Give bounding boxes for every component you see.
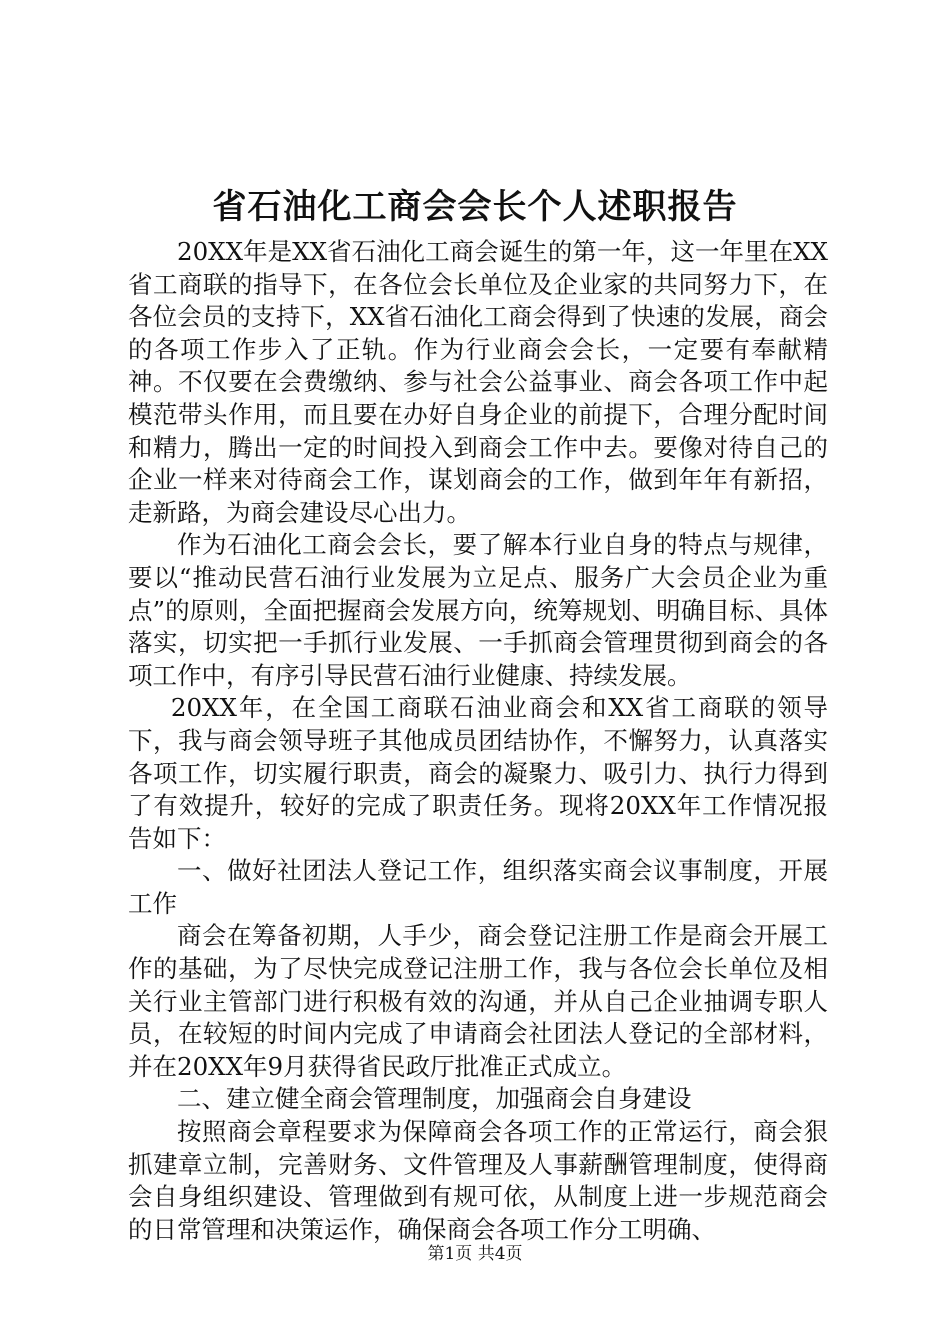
paragraph-role: 作为石油化工商会会长，要了解本行业自身的特点与规律，要以“推动民营石油行业发展为立足点、服务广大会员企业为重点”的原则，全面把握商会发展方向，统筹规划、明确目标、具体落实，切实把一手抓行业发展、一手抓商会管理贯彻到商会的各项工作中，有序引导民营石油行业健康、持续发展。 (128, 530, 828, 690)
paragraph-management: 按照商会章程要求为保障商会各项工作的正常运行，商会狠抓建章立制，完善财务、文件管理及人事薪酬管理制度，使得商会自身组织建设、管理做到有规可依，从制度上进一步规范商会的日常管理和决策运作，确保商会各项工作分工明确、 (128, 1117, 828, 1244)
section-heading-2: 二、建立健全商会管理制度，加强商会自身建设 (177, 1084, 692, 1114)
document-body (128, 236, 828, 1246)
page-footer: 第1页 共4页 (427, 1244, 523, 1264)
paragraph-summary: 20XX年，在全国工商联石油业商会和XX省工商联的领导下，我与商会领导班子其他成员团结协作，不懈努力，认真落实各项工作，切实履行职责，商会的凝聚力、吸引力、执行力得到了有效提升，较好的完成了职责任务。现将20XX年工作情况报告如下： (128, 693, 828, 853)
document-title: 省石油化工商会会长个人述职报告 (212, 187, 738, 227)
paragraph-intro: 20XX年是XX省石油化工商会诞生的第一年，这一年里在XX省工商联的指导下，在各位会长单位及企业家的共同努力下，在各位会员的支持下，XX省石油化工商会得到了快速的发展，商会的各项工作步入了正轨。作为行业商会会长，一定要有奉献精神。不仅要在会费缴纳、参与社会公益事业、商会各项工作中起模范带头作用，而且要在办好自身企业的前提下，合理分配时间和精力，腾出一定的时间投入到商会工作中去。要像对待自己的企业一样来对待商会工作，谋划商会的工作，做到年年有新招，走新路，为商会建设尽心出力。 (128, 237, 828, 527)
paragraph-registration: 商会在筹备初期，人手少，商会登记注册工作是商会开展工作的基础，为了尽快完成登记注册工作，我与各位会长单位及相关行业主管部门进行积极有效的沟通，并从自己企业抽调专职人员，在较短的时间内完成了申请商会社团法人登记的全部材料，并在20XX年9月获得省民政厅批准正式成立。 (128, 921, 828, 1081)
section-heading-1: 一、做好社团法人登记工作，组织落实商会议事制度，开展工作 (128, 856, 828, 918)
